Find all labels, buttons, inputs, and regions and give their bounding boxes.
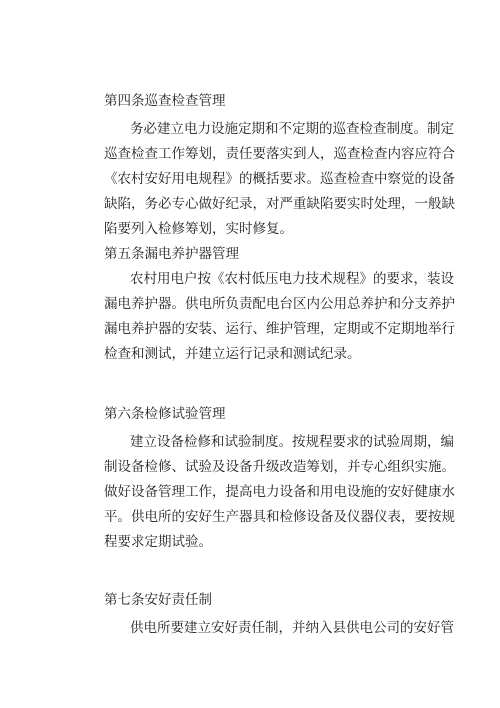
paragraph-line: 检查和测试，并建立运行记录和测试纪录。: [104, 346, 361, 362]
paragraph-line: 农村用电户按《农村低压电力技术规程》的要求，装设: [130, 271, 454, 287]
paragraph-line: 供电所要建立安好责任制，并纳入县供电公司的安好管: [130, 620, 454, 636]
paragraph-line: 制设备检修、试验及设备升级改造筹划，并专心组织实施。: [104, 459, 455, 475]
paragraph-line: 漏电养护器的安装、运行、维护管理，定期或不定期地举行: [104, 321, 455, 337]
paragraph-line: 建立设备检修和试验制度。按规程要求的试验周期，编: [130, 434, 454, 450]
paragraph-line: 漏电养护器。供电所负责配电台区内公用总养护和分支养护: [104, 296, 455, 312]
section-heading: 第七条安好责任制: [104, 592, 212, 608]
section-heading: 第五条漏电养护器管理: [104, 246, 239, 262]
paragraph-line: 做好设备管理工作，提高电力设备和用电设施的安好健康水: [104, 484, 455, 500]
paragraph-line: 平。供电所的安好生产器具和检修设备及仪器仪表，要按规: [104, 509, 455, 525]
paragraph-line: 务必建立电力设施定期和不定期的巡查检查制度。制定: [130, 121, 454, 137]
section-heading: 第六条检修试验管理: [104, 406, 226, 422]
paragraph-line: 《农村安好用电规程》的概括要求。巡查检查中察觉的设备: [104, 171, 455, 187]
section-heading: 第四条巡查检查管理: [104, 93, 226, 109]
paragraph-line: 缺陷，务必专心做好纪录，对严重缺陷要实时处理，一般缺: [104, 196, 455, 212]
paragraph-line: 陷要列入检修筹划，实时修复。: [104, 221, 293, 237]
paragraph-line: 程要求定期试验。: [104, 534, 212, 550]
paragraph-line: 巡查检查工作筹划，责任要落实到人，巡查检查内容应符合: [104, 146, 455, 162]
